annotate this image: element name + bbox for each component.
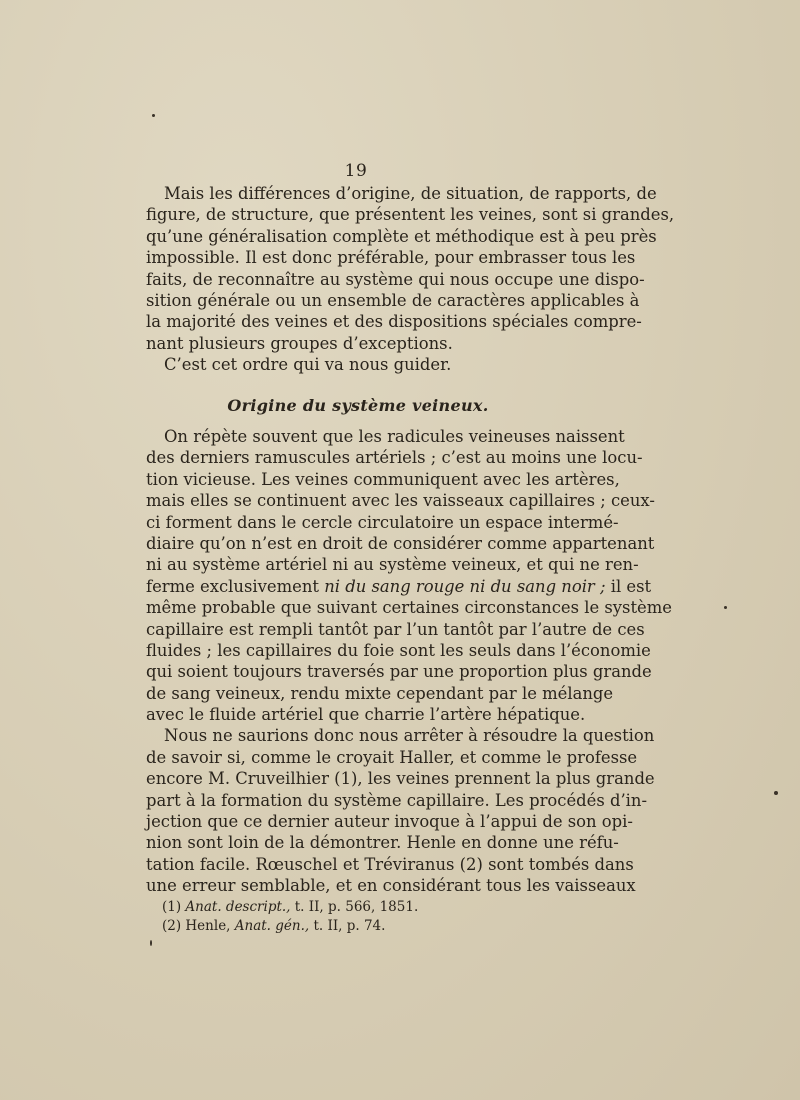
text-line-mixed xyxy=(146,576,652,597)
text-line: de savoir si, comme le croyait Haller, et comme le professe xyxy=(146,747,638,767)
text-line: ni au système artériel ni au système veineux, et qui ne ren- xyxy=(146,555,639,575)
text-run: ferme exclusivement xyxy=(146,576,325,596)
speck xyxy=(724,606,727,609)
paragraph-1 xyxy=(146,183,675,376)
text-line: nion sont loin de la démontrer. Henle en donne une réfu- xyxy=(146,833,619,853)
text-line: Mais les différences d’origine, de situation, de rapports, de xyxy=(164,184,657,203)
text-line: des derniers ramuscules artériels ; c’est au moins une locu- xyxy=(146,448,643,468)
text-line: tation facile. Rœuschel et Tréviranus (2) sont tombés dans xyxy=(146,854,634,874)
text-line: de sang veineux, rendu mixte cependant par le mélange xyxy=(146,683,614,703)
text-line: figure, de structure, que présentent les veines, sont si grandes, xyxy=(146,205,675,225)
text-line: impossible. Il est donc préférable, pour embrasser tous les xyxy=(146,248,636,268)
footnote-rest: t. II, p. 74. xyxy=(309,918,386,934)
paragraph-2: C’est cet ordre qui va nous guider. xyxy=(164,355,452,375)
footnote-italic: Anat. descript., xyxy=(185,899,291,915)
text-line: avec le fluide artériel que charrie l’artère hépatique. xyxy=(146,705,586,725)
footnote-mark: (2) Henle, xyxy=(162,918,235,934)
text-line: diaire qu’on n’est en droit de considérer comme appartenant xyxy=(146,533,655,553)
text-line: encore M. Cruveilhier (1), les veines prennent la plus grande xyxy=(146,769,655,789)
text-line: jection que ce dernier auteur invoque à l’appui de son opi- xyxy=(146,812,633,832)
text-line: On répète souvent que les radicules veineuses naissent xyxy=(164,427,625,446)
text-line: qui soient toujours traversés par une proportion plus grande xyxy=(146,662,652,682)
footnote-italic: Anat. gén., xyxy=(234,918,310,934)
footnotes xyxy=(162,898,418,936)
footnote-rest: t. II, p. 566, 1851. xyxy=(290,899,419,915)
text-line: mais elles se continuent avec les vaisseaux capillaires ; ceux- xyxy=(146,491,655,511)
text-line: qu’une généralisation complète et méthodique est à peu près xyxy=(146,226,657,246)
text-line: part à la formation du système capillaire. Les procédés d’in- xyxy=(146,790,648,810)
speck xyxy=(150,940,152,946)
text-line: même probable que suivant certaines circonstances le système xyxy=(146,598,672,618)
italic-run: ni du sang rouge ni du sang noir ; xyxy=(324,576,606,596)
section-heading: Origine du système veineux. xyxy=(227,396,489,415)
text-line: tion vicieuse. Les veines communiquent avec les artères, xyxy=(146,469,620,489)
footnote-mark: (1) xyxy=(162,899,186,915)
text-line: nant plusieurs groupes d’exceptions. xyxy=(146,333,453,353)
footnote-2 xyxy=(162,917,418,936)
text-run: il est xyxy=(605,576,652,596)
text-line: fluides ; les capillaires du foie sont les seuls dans l’économie xyxy=(146,640,651,660)
footnote-1 xyxy=(162,898,418,917)
text-line: faits, de reconnaître au système qui nous occupe une dispo- xyxy=(146,269,645,289)
text-line: capillaire est rempli tantôt par l’un tantôt par l’autre de ces xyxy=(146,619,645,639)
text-line: une erreur semblable, et en considérant tous les vaisseaux xyxy=(146,876,636,896)
text-line: la majorité des veines et des dispositions spéciales compre- xyxy=(146,312,642,332)
speck xyxy=(152,114,155,117)
text-line: sition générale ou un ensemble de caractères applicables à xyxy=(146,290,640,310)
text-line: ci forment dans le cercle circulatoire un espace intermé- xyxy=(146,512,619,532)
page-number: 19 xyxy=(344,161,368,181)
text-line: Nous ne saurions donc nous arrêter à résoudre la question xyxy=(164,726,655,746)
paragraph-3 xyxy=(146,426,672,897)
speck xyxy=(774,791,778,795)
